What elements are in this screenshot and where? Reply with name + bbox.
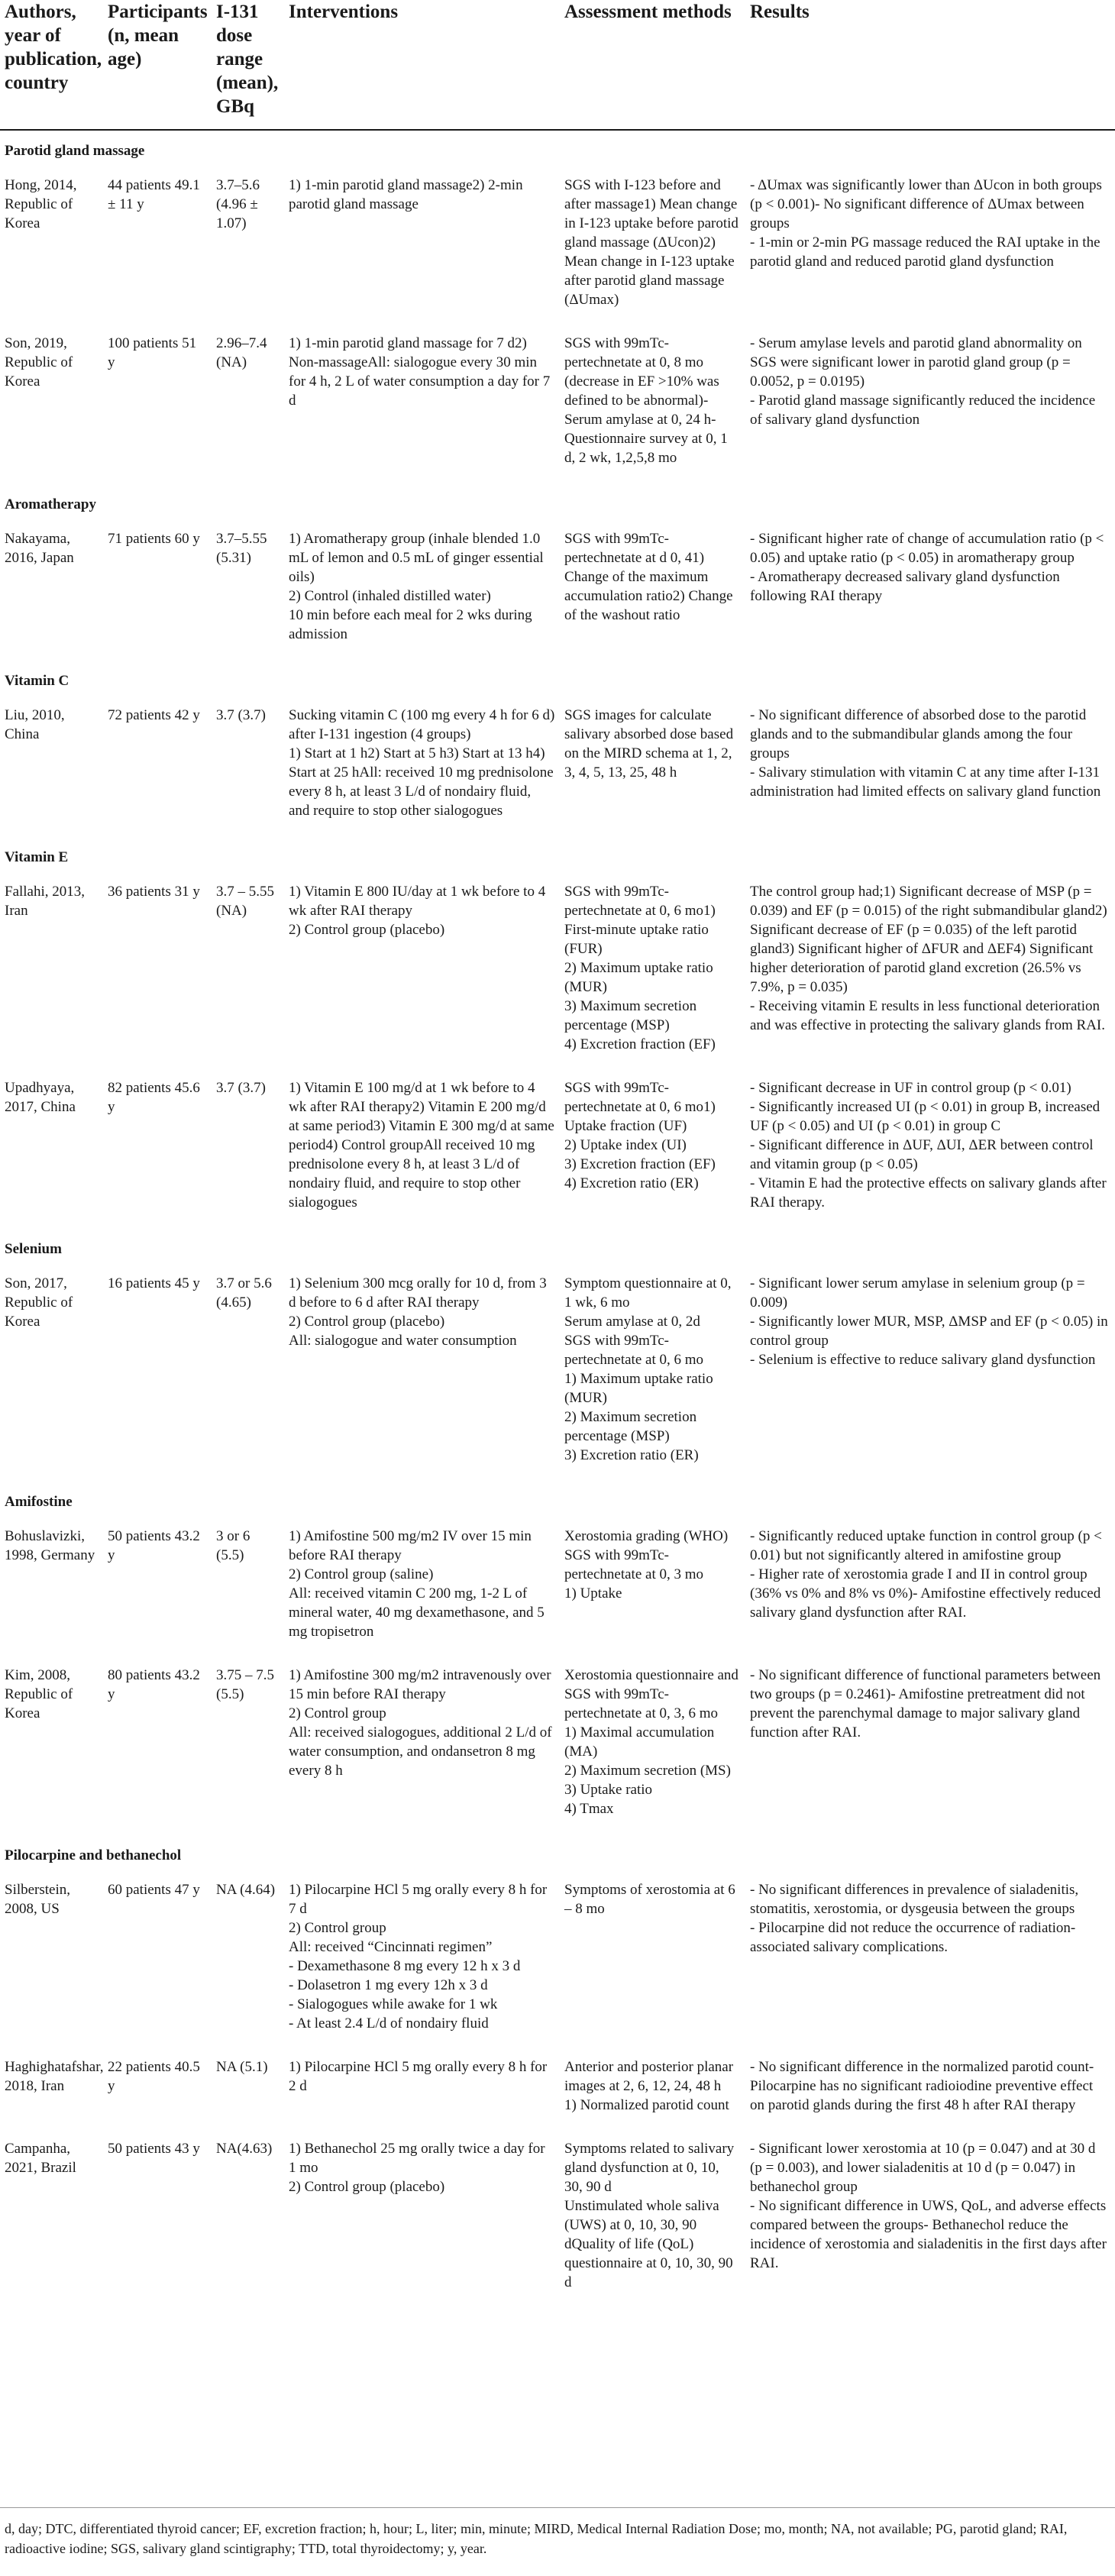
author-cell: Upadhyaya, 2017, China bbox=[5, 1080, 76, 1115]
table-row bbox=[0, 522, 1115, 661]
interventions-cell: 1) Vitamin E 100 mg/d at 1 wk before to 4 wk after RAI therapy2) Vitamin E 200 mg/d at same period3) Vitamin E 300 mg/d at same period4) Control groupAll received 10 mg prednisolone every 8 h, at least 3 L/d of nondairy fluid, and require to stop other sialogogues bbox=[289, 1080, 554, 1210]
section-header-row bbox=[0, 661, 1115, 698]
header-authors: Authors, year of publication, country bbox=[0, 0, 103, 130]
author-cell: Haghighatafshar, 2018, Iran bbox=[5, 2059, 104, 2094]
assessment-cell: SGS with I-123 before and after massage1) Mean change in I-123 uptake before parotid gland massage (ΔUcon)2) Mean change in I-123 uptake after parotid gland massage (ΔUmax) bbox=[564, 177, 738, 308]
assessment-cell: Symptoms of xerostomia at 6 – 8 mo bbox=[564, 1882, 735, 1917]
results-cell: The control group had;1) Significant decrease of MSP (p = 0.039) and EF (p = 0.015) of the right submandibular gland2) Significant decrease of EF (p = 0.035) of the left parotid gland3) Significant higher of ΔFUR and ΔEF4) Significant higher deterioration of parotid gland excretion (26.5% vs 7.9%, p = 0.035) - Receiving vitamin E results in less functional deterioration and was effective in protecting the salivary glands from RAI. bbox=[750, 884, 1107, 1033]
results-cell: - Significant higher rate of change of accumulation ratio (p < 0.05) and uptake ratio (p < 0.05) in aromatherapy group - Aromatherapy decreased salivary gland dysfunction following RAI therapy bbox=[750, 531, 1104, 604]
header-participants: Participants (n, mean age) bbox=[103, 0, 212, 130]
results-cell: - Significant lower xerostomia at 10 (p = 0.047) and at 30 d (p = 0.003), and lower sialadenitis at 10 d (p = 0.047) in bethanechol group - No significant difference in UWS, QoL, and adverse effects compared between the groups- Bethanechol reduce the incidence of xerostomia and sialadenitis in the first days after RAI. bbox=[750, 2141, 1107, 2271]
assessment-cell: SGS with 99mTc-pertechnetate at 0, 8 mo (decrease in EF >10% was defined to be abnormal)- Serum amylase at 0, 24 h- Questionnaire survey at 0, 1 d, 2 wk, 1,2,5,8 mo bbox=[564, 335, 728, 466]
section-header-row bbox=[0, 130, 1115, 168]
dose-cell: 3.7 – 5.55 (NA) bbox=[216, 884, 274, 919]
interventions-cell: 1) Pilocarpine HCl 5 mg orally every 8 h for 7 d 2) Control group All: received “Cincinnati regimen” - Dexamethasone 8 mg every 12 h x 3 d - Dolasetron 1 mg every 12h x 3 d - Sialogogues while awake for 1 wk - At least 2.4 L/d of nondairy fluid bbox=[289, 1882, 548, 2031]
dose-cell: 2.96–7.4 (NA) bbox=[216, 335, 267, 370]
results-cell: - Significant lower serum amylase in selenium group (p = 0.009) - Significantly lower MUR, MSP, ΔMSP and EF (p < 0.05) in control group - Selenium is effective to reduce salivary gland dysfunction bbox=[750, 1275, 1108, 1368]
participants-cell: 60 patients 47 y bbox=[108, 1882, 200, 1898]
table-row bbox=[0, 2050, 1115, 2132]
bottom-rule bbox=[0, 2507, 1115, 2508]
section-header-row bbox=[0, 1229, 1115, 1266]
section-header-row bbox=[0, 837, 1115, 874]
header-assessment: Assessment methods bbox=[560, 0, 745, 130]
interventions-cell: 1) Pilocarpine HCl 5 mg orally every 8 h for 2 d bbox=[289, 2059, 548, 2094]
header-results: Results bbox=[745, 0, 1115, 130]
table-row bbox=[0, 1873, 1115, 2050]
table-row bbox=[0, 2132, 1115, 2309]
author-cell: Silberstein, 2008, US bbox=[5, 1882, 71, 1917]
results-cell: - Significant decrease in UF in control group (p < 0.01) - Significantly increased UI (p < 0.01) in group B, increased UF (p < 0.05) and UI (p < 0.01) in group C - Significant difference in ΔUF, ΔUI, ΔER between control and vitamin group (p < 0.05) - Vitamin E had the protective effects on salivary glands after RAI therapy. bbox=[750, 1080, 1107, 1210]
table-row bbox=[0, 1071, 1115, 1229]
assessment-cell: Symptom questionnaire at 0, 1 wk, 6 mo Serum amylase at 0, 2d SGS with 99mTc-pertechnetate at 0, 6 mo 1) Maximum uptake ratio (MUR) 2) Maximum secretion percentage (MSP) 3) Excretion ratio (ER) bbox=[564, 1275, 732, 1463]
dose-cell: NA(4.63) bbox=[216, 2141, 273, 2157]
dose-cell: 3.7 or 5.6 (4.65) bbox=[216, 1275, 272, 1311]
table-row bbox=[0, 1519, 1115, 1658]
author-cell: Campanha, 2021, Brazil bbox=[5, 2141, 76, 2176]
assessment-cell: SGS with 99mTc-pertechnetate at 0, 6 mo1) First-minute uptake ratio (FUR) 2) Maximum uptake ratio (MUR) 3) Maximum secretion percentage (MSP) 4) Excretion fraction (EF) bbox=[564, 884, 716, 1052]
author-cell: Bohuslavizki, 1998, Germany bbox=[5, 1528, 95, 1563]
dose-cell: NA (5.1) bbox=[216, 2059, 268, 2075]
dose-cell: 3.7 (3.7) bbox=[216, 1080, 266, 1096]
author-cell: Kim, 2008, Republic of Korea bbox=[5, 1667, 73, 1721]
section-header-row bbox=[0, 1482, 1115, 1519]
interventions-cell: 1) Amifostine 500 mg/m2 IV over 15 min before RAI therapy 2) Control group (saline) All: received vitamin C 200 mg, 1-2 L of mineral water, 40 mg dexamethasone, and 5 mg tropisetron bbox=[289, 1528, 545, 1640]
results-cell: - No significant difference of absorbed dose to the parotid glands and to the submandibular glands among the four groups - Salivary stimulation with vitamin C at any time after I-131 administration had limited effects on salivary gland function bbox=[750, 707, 1101, 800]
table-row bbox=[0, 326, 1115, 484]
results-cell: - Significantly reduced uptake function in control group (p < 0.01) but not significantly altered in amifostine group - Higher rate of xerostomia grade I and II in control group (36% vs 0% and 8% vs 0%)- Amifostine effectively reduced salivary gland dysfunction after RAI. bbox=[750, 1528, 1102, 1621]
section-title: Parotid gland massage bbox=[5, 143, 145, 159]
participants-cell: 100 patients 51 y bbox=[108, 335, 197, 370]
interventions-cell: 1) Vitamin E 800 IU/day at 1 wk before to 4 wk after RAI therapy 2) Control group (placebo) bbox=[289, 884, 546, 938]
participants-cell: 44 patients 49.1 ± 11 y bbox=[108, 177, 200, 212]
dose-cell: 3.7 (3.7) bbox=[216, 707, 266, 723]
results-cell: - No significant difference of functional parameters between two groups (p = 0.2461)- Amifostine pretreatment did not prevent the parenchymal damage to major salivary gland function after RAI. bbox=[750, 1667, 1101, 1740]
author-cell: Hong, 2014, Republic of Korea bbox=[5, 177, 77, 231]
results-cell: - ΔUmax was significantly lower than ΔUcon in both groups (p < 0.001)- No significant difference of ΔUmax between groups - 1-min or 2-min PG massage reduced the RAI uptake in the parotid gland and reduced parotid gland dysfunction bbox=[750, 177, 1102, 270]
table-row bbox=[0, 698, 1115, 837]
participants-cell: 50 patients 43.2 y bbox=[108, 1528, 200, 1563]
assessment-cell: Xerostomia questionnaire and SGS with 99mTc-pertechnetate at 0, 3, 6 mo 1) Maximal accumulation (MA) 2) Maximum secretion (MS) 3) Uptake ratio 4) Tmax bbox=[564, 1667, 738, 1817]
interventions-cell: 1) Amifostine 300 mg/m2 intravenously over 15 min before RAI therapy 2) Control group All: received sialogogues, additional 2 L/d of water consumption, and ondansetron 8 mg every 8 h bbox=[289, 1667, 552, 1779]
dose-cell: 3 or 6 (5.5) bbox=[216, 1528, 250, 1563]
author-cell: Nakayama, 2016, Japan bbox=[5, 531, 74, 566]
interventions-cell: Sucking vitamin C (100 mg every 4 h for 6 d) after I-131 ingestion (4 groups) 1) Start at 1 h2) Start at 5 h3) Start at 13 h4) Start at 25 hAll: received 10 mg prednisolone every 8 h, at least 3 L/d of nondairy fluid, and require to stop other sialogogues bbox=[289, 707, 555, 819]
section-title: Amifostine bbox=[5, 1494, 73, 1510]
participants-cell: 22 patients 40.5 y bbox=[108, 2059, 200, 2094]
interventions-cell: 1) Selenium 300 mcg orally for 10 d, from 3 d before to 6 d after RAI therapy 2) Control group (placebo) All: sialogogue and water consumption bbox=[289, 1275, 547, 1349]
author-cell: Son, 2019, Republic of Korea bbox=[5, 335, 73, 389]
assessment-cell: SGS images for calculate salivary absorbed dose based on the MIRD schema at 1, 2, 3, 4, 5, 13, 25, 48 h bbox=[564, 707, 734, 781]
dose-cell: NA (4.64) bbox=[216, 1882, 276, 1898]
dose-cell: 3.75 – 7.5 (5.5) bbox=[216, 1667, 274, 1702]
section-header-row bbox=[0, 1835, 1115, 1873]
section-title: Aromatherapy bbox=[5, 496, 96, 512]
section-title: Vitamin E bbox=[5, 849, 69, 865]
section-header-row bbox=[0, 484, 1115, 522]
interventions-cell: 1) Aromatherapy group (inhale blended 1.0 mL of lemon and 0.5 mL of ginger essential oils) 2) Control (inhaled distilled water) 10 min before each meal for 2 wks during admission bbox=[289, 531, 544, 642]
table-row bbox=[0, 1266, 1115, 1482]
author-cell: Fallahi, 2013, Iran bbox=[5, 884, 86, 919]
participants-cell: 71 patients 60 y bbox=[108, 531, 200, 547]
results-cell: - No significant difference in the normalized parotid count- Pilocarpine has no significant radioiodine preventive effect on parotid glands during the first 48 h after RAI therapy bbox=[750, 2059, 1094, 2113]
author-cell: Liu, 2010, China bbox=[5, 707, 65, 742]
table-row bbox=[0, 874, 1115, 1071]
participants-cell: 82 patients 45.6 y bbox=[108, 1080, 200, 1115]
participants-cell: 36 patients 31 y bbox=[108, 884, 200, 900]
assessment-cell: SGS with 99mTc-pertechnetate at d 0, 41) Change of the maximum accumulation ratio2) Change of the washout ratio bbox=[564, 531, 733, 623]
header-interventions: Interventions bbox=[284, 0, 560, 130]
participants-cell: 72 patients 42 y bbox=[108, 707, 200, 723]
footnote: d, day; DTC, differentiated thyroid cancer; EF, excretion fraction; h, hour; L, liter; min, minute; MIRD, Medical Internal Radiation Dose; mo, month; NA, not available; PG, parotid gland; RAI, radioactive iodine; SGS, salivary gland scintigraphy; TTD, total thyroidectomy; y, year. bbox=[5, 2521, 1068, 2556]
table-row bbox=[0, 1658, 1115, 1835]
table-row bbox=[0, 168, 1115, 326]
header-row bbox=[0, 0, 1115, 130]
results-cell: - Serum amylase levels and parotid gland abnormality on SGS were significant lower in parotid gland group (p = 0.0052, p = 0.0195) - Parotid gland massage significantly reduced the incidence of salivary gland dysfunction bbox=[750, 335, 1096, 428]
header-dose: I-131 dose range (mean), GBq bbox=[212, 0, 284, 130]
assessment-cell: Symptoms related to salivary gland dysfunction at 0, 10, 30, 90 d Unstimulated whole saliva (UWS) at 0, 10, 30, 90 dQuality of life (QoL) questionnaire at 0, 10, 30, 90 d bbox=[564, 2141, 735, 2290]
interventions-cell: 1) 1-min parotid gland massage for 7 d2) Non-massageAll: sialogogue every 30 min for 4 h, 2 L of water consumption a day for 7 d bbox=[289, 335, 551, 409]
section-title: Vitamin C bbox=[5, 673, 69, 689]
assessment-cell: Anterior and posterior planar images at 2, 6, 12, 24, 48 h 1) Normalized parotid count bbox=[564, 2059, 734, 2113]
interventions-cell: 1) 1-min parotid gland massage2) 2-min parotid gland massage bbox=[289, 177, 523, 212]
section-title: Selenium bbox=[5, 1241, 62, 1257]
interventions-cell: 1) Bethanechol 25 mg orally twice a day for 1 mo 2) Control group (placebo) bbox=[289, 2141, 545, 2195]
results-cell: - No significant differences in prevalence of sialadenitis, stomatitis, xerostomia, or dysgeusia between the groups - Pilocarpine did not reduce the occurrence of radiation-associated salivary complications. bbox=[750, 1882, 1079, 1955]
dose-cell: 3.7–5.55 (5.31) bbox=[216, 531, 267, 566]
participants-cell: 80 patients 43.2 y bbox=[108, 1667, 200, 1702]
assessment-cell: Xerostomia grading (WHO) SGS with 99mTc-pertechnetate at 0, 3 mo 1) Uptake bbox=[564, 1528, 729, 1602]
participants-cell: 16 patients 45 y bbox=[108, 1275, 200, 1291]
participants-cell: 50 patients 43 y bbox=[108, 2141, 200, 2157]
dose-cell: 3.7–5.6 (4.96 ± 1.07) bbox=[216, 177, 260, 231]
section-title: Pilocarpine and bethanechol bbox=[5, 1847, 182, 1863]
assessment-cell: SGS with 99mTc-pertechnetate at 0, 6 mo1) Uptake fraction (UF) 2) Uptake index (UI) 3) Excretion fraction (EF) 4) Excretion ratio (ER) bbox=[564, 1080, 716, 1191]
table-body bbox=[0, 130, 1115, 2309]
author-cell: Son, 2017, Republic of Korea bbox=[5, 1275, 73, 1330]
